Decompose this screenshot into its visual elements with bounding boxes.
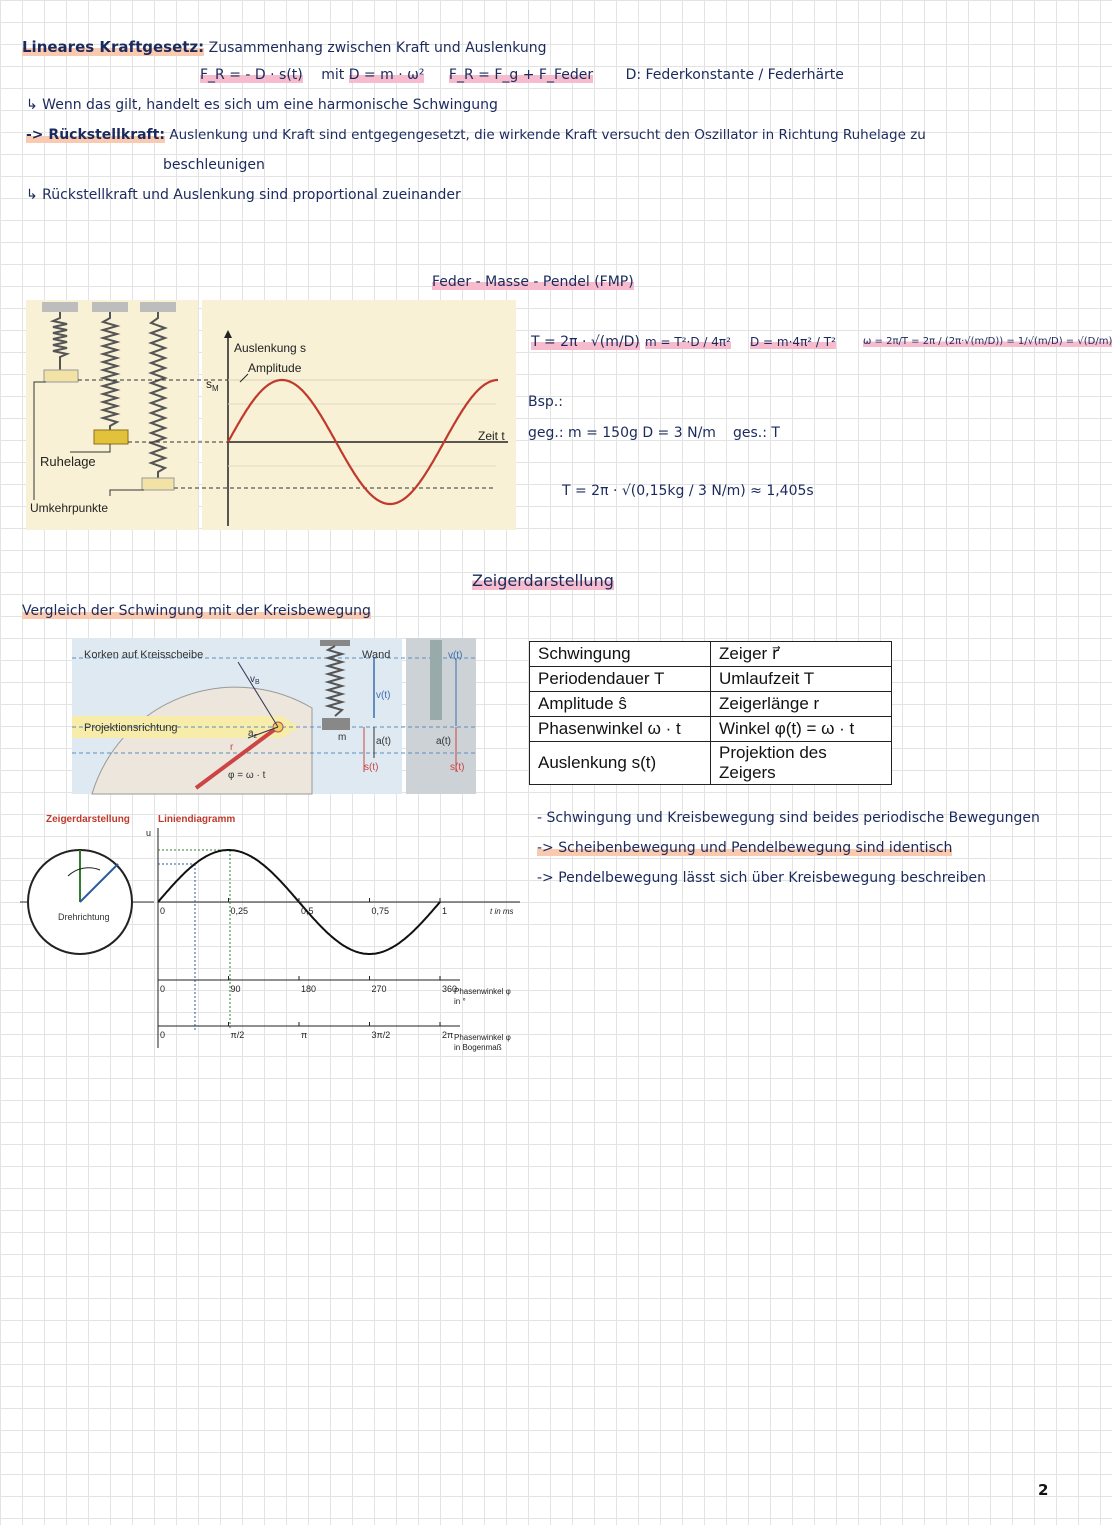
- vt-label-2: v(t): [448, 650, 463, 661]
- table-cell: Zeigerlänge r: [711, 692, 892, 717]
- harmonisch-line: ↳ Wenn das gilt, handelt es sich um eine harmonische Schwingung: [26, 97, 498, 113]
- zeit-label: Zeit t: [478, 429, 505, 443]
- table-cell: Schwingung: [530, 642, 711, 667]
- bsp-label: Bsp.:: [528, 394, 563, 410]
- t-axis-label: t in ms: [490, 907, 514, 916]
- u-label: u: [146, 828, 152, 838]
- formula-line: [200, 66, 844, 84]
- r-label: r: [230, 742, 234, 753]
- table-cell: Periodendauer T: [530, 667, 711, 692]
- az-main: a: [248, 728, 254, 739]
- formula-T: [531, 333, 640, 351]
- wall-spring-2: [430, 640, 442, 720]
- comparison-table: [529, 641, 892, 785]
- at-label-2: a(t): [436, 736, 451, 747]
- ceiling-bar-1: [42, 302, 78, 312]
- formula-fr-sum: F_R = F_g + F_Feder: [448, 67, 594, 83]
- zeiger-subtitle: [22, 602, 371, 620]
- page-number: 2: [1038, 1481, 1049, 1499]
- table-row: [530, 717, 892, 742]
- table-row: [530, 642, 892, 667]
- formula-D: [750, 333, 836, 351]
- rueckstellkraft-text: Auslenkung und Kraft sind entgegengesetzt, die wirkende Kraft versucht den Oszillator in Richtung Ruhelage zu: [169, 127, 926, 143]
- zeiger-title: [472, 572, 614, 590]
- t-tick-label: 0: [160, 906, 166, 916]
- bullet-2: [537, 839, 952, 857]
- at-label: a(t): [376, 736, 391, 747]
- wall-top: [320, 640, 350, 646]
- zeiger-subtitle-text: Vergleich der Schwingung mit der Kreisbewegung: [22, 603, 371, 619]
- table-cell: Phasenwinkel ω · t: [530, 717, 711, 742]
- st-label-2: s(t): [450, 762, 465, 773]
- kraftgesetz-line: [22, 38, 547, 57]
- rad-tick-label: π/2: [230, 1030, 245, 1040]
- wand-label: Wand: [362, 649, 391, 661]
- fmp-figure: [26, 300, 516, 530]
- table-cell: Projektion des Zeigers: [711, 742, 892, 785]
- graph-panel-bg: [202, 300, 516, 530]
- bullet-3: -> Pendelbewegung lässt sich über Kreisbewegung beschreiben: [537, 870, 987, 886]
- table-row: [530, 742, 892, 785]
- formula-d: D = m · ω²: [348, 67, 425, 83]
- sm-label-sub: M: [212, 384, 219, 393]
- deg-ticks: [158, 976, 457, 994]
- table-cell: Umlaufzeit T: [711, 667, 892, 692]
- t-tick-label: 0,25: [230, 906, 249, 916]
- korken-label: Korken auf Kreisscheibe: [84, 649, 204, 661]
- t-tick-label: 0,5: [301, 906, 314, 916]
- deg-tick-label: 0: [160, 984, 166, 994]
- deg-tick-label: 270: [371, 984, 387, 994]
- liniendiagramm-label: Liniendiagramm: [158, 814, 236, 825]
- rueckstellkraft-cont: beschleunigen: [163, 157, 265, 173]
- formula-omega: [863, 333, 1112, 351]
- kreisscheibe-figure: [72, 638, 476, 794]
- rad-ticks: [158, 1022, 453, 1040]
- rad-axis-unit: in Bogenmaß: [454, 1043, 502, 1052]
- projektion-label: Projektionsrichtung: [84, 722, 178, 734]
- comparison-table-body: [530, 642, 892, 785]
- deg-tick-label: 90: [230, 984, 241, 994]
- formula-T-text: T = 2π · √(m/D): [531, 334, 640, 350]
- proportional-line: ↳ Rückstellkraft und Auslenkung sind proportional zueinander: [26, 187, 461, 203]
- rad-tick-label: 3π/2: [371, 1030, 391, 1040]
- formula-D-text: D = m·4π² / T²: [750, 335, 836, 349]
- t-ticks: [158, 898, 447, 916]
- mass-bottom: [142, 478, 174, 490]
- rueckstellkraft-title: -> Rückstellkraft:: [26, 127, 165, 143]
- drehrichtung-label: Drehrichtung: [58, 912, 110, 922]
- formula-omega-text: ω = 2π/T = 2π / (2π·√(m/D)) = 1/√(m/D) = √(D/m): [863, 336, 1112, 347]
- table-cell: Zeiger r⃗: [711, 642, 892, 667]
- zeigerdarstellung-label: Zeigerdarstellung: [46, 814, 130, 825]
- formula-mit: mit: [321, 67, 345, 83]
- table-cell: Amplitude ŝ: [530, 692, 711, 717]
- formula-fr: F_R = - D · s(t): [200, 67, 303, 83]
- fmp-title: [432, 273, 634, 291]
- ruhelage-label: Ruhelage: [40, 454, 96, 469]
- gegeben: geg.: m = 150g D = 3 N/m: [528, 425, 716, 441]
- table-cell: Auslenkung s(t): [530, 742, 711, 785]
- kraftgesetz-text: Zusammenhang zwischen Kraft und Auslenkung: [208, 40, 547, 56]
- deg-axis-unit: in °: [454, 997, 466, 1006]
- rueckstellkraft-line: [26, 126, 926, 144]
- zeiger-title-text: Zeigerdarstellung: [472, 571, 614, 590]
- kraftgesetz-title: Lineares Kraftgesetz:: [22, 38, 205, 56]
- fmp-title-text: Feder - Masse - Pendel (FMP): [432, 274, 634, 290]
- phi-label: φ = ω · t: [228, 770, 266, 781]
- umkehrpunkte-label: Umkehrpunkte: [30, 501, 109, 515]
- fig-mass: [322, 718, 350, 730]
- amplitude-label: Amplitude: [248, 361, 302, 375]
- table-cell: Winkel φ(t) = ω · t: [711, 717, 892, 742]
- rad-tick-label: π: [301, 1030, 308, 1040]
- rad-axis-label: Phasenwinkel φ: [454, 1033, 511, 1042]
- table-row: [530, 667, 892, 692]
- mass-rest: [94, 430, 128, 444]
- ceiling-bar-3: [140, 302, 176, 312]
- t-tick-label: 1: [442, 906, 448, 916]
- auslenkung-label: Auslenkung s: [234, 341, 307, 355]
- deg-axis-label: Phasenwinkel φ: [454, 987, 511, 996]
- deg-tick-label: 360: [442, 984, 458, 994]
- t-tick-label: 0,75: [371, 906, 390, 916]
- formula-m: [645, 333, 731, 351]
- rad-tick-label: 0: [160, 1030, 166, 1040]
- formula-d-def: D: Federkonstante / Federhärte: [625, 67, 844, 83]
- az-sub: z: [253, 733, 258, 740]
- calculation: T = 2π · √(0,15kg / 3 N/m) ≈ 1,405s: [562, 483, 814, 499]
- vt-label: v(t): [376, 690, 391, 701]
- sm-label-main: s: [206, 377, 212, 391]
- mass-top: [44, 370, 78, 382]
- m-label: m: [338, 732, 347, 743]
- rad-tick-label: 2π: [442, 1030, 454, 1040]
- table-row: [530, 692, 892, 717]
- vb-main: v: [250, 674, 255, 685]
- bullet-1: - Schwingung und Kreisbewegung sind beides periodische Bewegungen: [537, 810, 1040, 826]
- gesucht: ges.: T: [733, 425, 780, 441]
- formula-m-text: m = T²·D / 4π²: [645, 335, 731, 349]
- deg-tick-label: 180: [301, 984, 317, 994]
- vb-sub: B: [255, 679, 260, 686]
- st-label: s(t): [364, 762, 379, 773]
- zeiger-liniendiagramm: [20, 808, 530, 1058]
- bullet-2-text: -> Scheibenbewegung und Pendelbewegung sind identisch: [537, 840, 953, 856]
- ceiling-bar-2: [92, 302, 128, 312]
